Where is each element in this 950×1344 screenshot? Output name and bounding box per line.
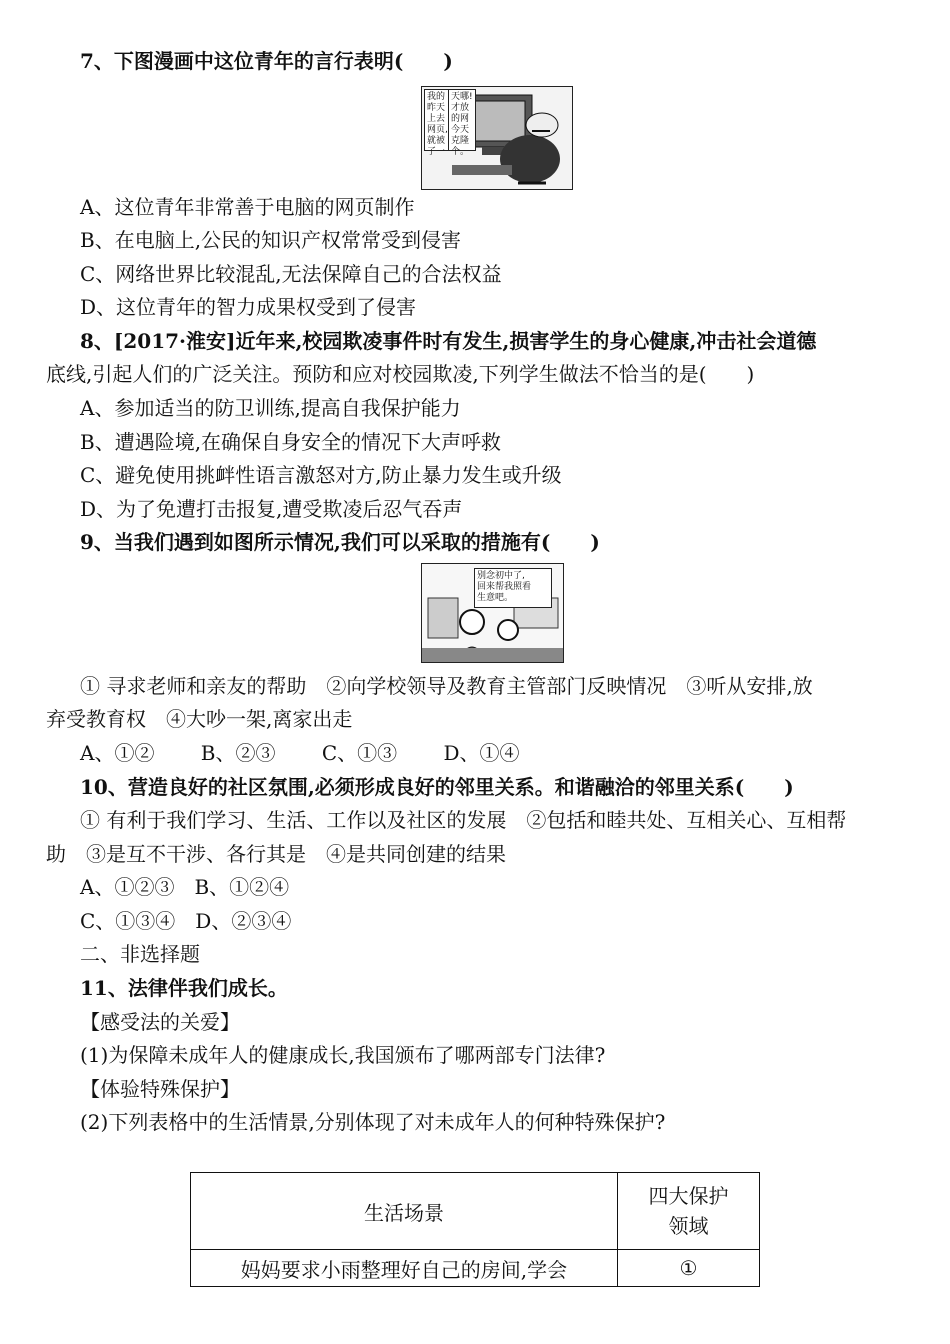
q11-part1-heading: 【感受法的关爱】 [80,1010,240,1034]
q9-stem: 9、当我们遇到如图所示情况,我们可以采取的措施有( ) [80,530,600,554]
q10-items-line2: 助 ③是互不干涉、各行其是 ④是共同创建的结果 [46,842,506,866]
q7-option-a: A、这位青年非常善于电脑的网页制作 [80,195,415,219]
speech-bubble: 别念初中了, 回来帮我照看 生意吧。 [474,568,552,608]
q7-cartoon [421,86,573,190]
q10-stem: 10、营造良好的社区氛围,必须形成良好的邻里关系。和谐融洽的邻里关系( ) [80,775,794,799]
table-header-row [191,1173,760,1250]
q7-option-c: C、网络世界比较混乱,无法保障自己的合法权益 [80,262,502,286]
row1-domain-cell: ① [617,1250,759,1287]
q10-items-line1: ① 有利于我们学习、生活、工作以及社区的发展 ②包括和睦共处、互相关心、互相帮 [80,808,847,832]
q11-part2-heading: 【体验特殊保护】 [80,1077,240,1101]
q8-stem-text: 8、[2017·淮安]近年来,校园欺凌事件时有发生,损害学生的身心健康,冲击社会道德 [80,329,817,353]
row1-scene-cell: 妈妈要求小雨整理好自己的房间,学会 [191,1250,618,1287]
q7-stem: 7、下图漫画中这位青年的言行表明( ) [80,49,453,73]
table-row [191,1250,760,1287]
q7-option-d: D、这位青年的智力成果权受到了侵害 [80,295,417,319]
header-domain-line2: 领域 [668,1214,709,1238]
q10-options-line2: C、①③④ D、②③④ [80,909,292,933]
q9-items-line2: 弃受教育权 ④大吵一架,离家出走 [46,707,353,731]
q8-option-a: A、参加适当的防卫训练,提高自我保护能力 [80,396,461,420]
section-2-heading: 二、非选择题 [80,942,200,966]
q9-items-line1: ① 寻求老师和亲友的帮助 ②向学校领导及教育主管部门反映情况 ③听从安排,放 [80,674,813,698]
header-scene-cell: 生活场景 [191,1173,618,1250]
q8-option-d: D、为了免遭打击报复,遭受欺凌后忍气吞声 [80,497,463,521]
q8-stem-line1 [80,328,816,354]
protection-table [190,1172,760,1287]
header-domain-line1: 四大保护 [648,1184,729,1208]
q8-option-b: B、遭遇险境,在确保自身安全的情况下大声呼救 [80,430,502,454]
q8-option-c: C、避免使用挑衅性语言激怒对方,防止暴力发生或升级 [80,463,562,487]
q10-options-line1: A、①②③ B、①②④ [80,875,290,899]
q11-part2-question: (2)下列表格中的生活情景,分别体现了对未成年人的何种特殊保护? [80,1110,666,1134]
speech-bubble-right: 天哪! 才放 的网 今天 克隆 个。 [448,89,476,151]
q9-options: A、①② B、②③ C、①③ D、①④ [80,741,520,765]
q7-option-b: B、在电脑上,公民的知识产权常常受到侵害 [80,228,462,252]
q9-cartoon [421,563,564,663]
q11-part1-question: (1)为保障未成年人的健康成长,我国颁布了哪两部专门法律? [80,1043,606,1067]
q11-stem: 11、法律伴我们成长。 [80,976,288,1000]
speech-bubble-left: 我的 昨天 上去 网页, 就被 了一 [424,89,452,151]
header-domain-cell [617,1173,759,1250]
q8-stem-line2: 底线,引起人们的广泛关注。预防和应对校园欺凌,下列学生做法不恰当的是( ) [46,362,755,386]
